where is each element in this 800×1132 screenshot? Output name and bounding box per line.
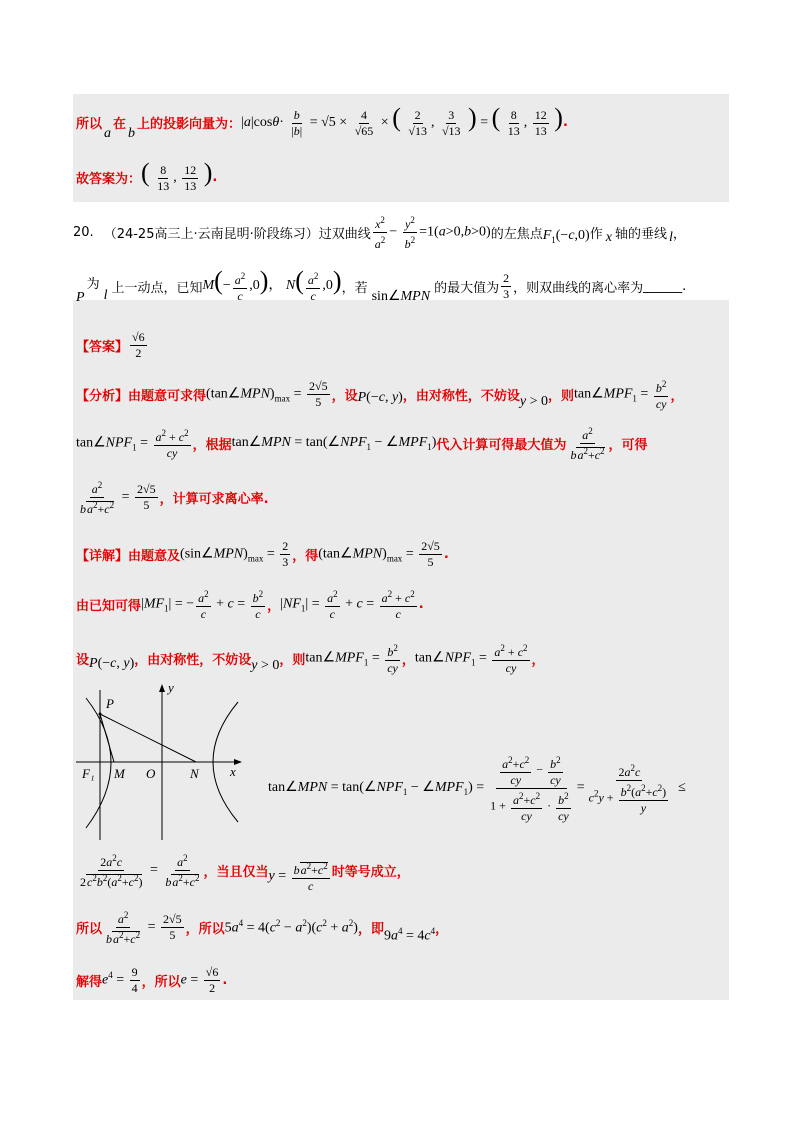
text: 过双曲线 — [318, 226, 371, 242]
text: ，计算可求离心率. — [159, 491, 269, 507]
text: 为 — [86, 276, 100, 292]
segment-pn — [100, 714, 196, 762]
analysis-line-3: $\frac{a^2}{ba^2+c^2}$ = $\frac{2√5}{5}$ ，计算可求离心率. — [80, 479, 269, 516]
detail-line-3: 设 P(−c, y) ，由对称性，不妨设 y > 0 ，则 $\tan\angle MPF_1$ = $\frac{b^2}{cy}$ ， $\tan\angle NPF_1$ = $\frac{a^2 + c^2}{cy}$ ， — [76, 642, 545, 675]
detail-therefore-line: 所以 $\frac{a^2}{ba^2+c^2}$ = $\frac{2√5}{5}$ ，所以 $5a^4 = 4(c^2 - a^2)(c^2 + a^2)$ ，即 $9a^4 = 4c^4$ ， — [76, 909, 449, 946]
analysis-label: 【分析】 — [76, 388, 129, 404]
projection-line: 所以 a 在 b 上的投影向量为： |a|cosθ· $\frac{b}{|b|}$ = √5 × $\frac{4}{√65}$ × ( $\frac{2}{√13}$ , $\frac{3}{√13}$ ) = ( $\frac{8}{13}$ , $\frac{12}{13}$ ) . — [76, 103, 568, 141]
formula: |a|cosθ· $\frac{b}{|b|}$ = √5 × $\frac{4}{√65}$ × ( $\frac{2}{√13}$ , $\frac{3}{√13}$ ) = ( $\frac{8}{13}$ , $\frac{12}{13}$ ) — [241, 103, 563, 138]
text: 代入计算可得最大值为 — [436, 437, 567, 453]
text: ， — [531, 652, 545, 668]
math: l — [103, 288, 108, 303]
detail-line-1: 【详解】 由题意及 $(\sin\angle MPN)_{max}$ = $\frac{2}{3}$ ，得 $(\tan\angle MPN)_{max}$ = $\frac{2√5}{5}$ . — [76, 538, 449, 569]
question-source: （24-25高三上·云南昆明·阶段练习） — [103, 226, 319, 242]
analysis-line-1: 【分析】 由题意可求得 $(\tan\angle MPN)_{max}$ = $\frac{2√5}{5}$ ，设 P(−c, y) ，由对称性，不妨设 y > 0 ，则 $\tan\angle MPF_1$ = $\frac{b^2}{cy}$ ， — [76, 378, 684, 411]
label-n: N — [190, 766, 199, 781]
text: ，由对称性，不妨设 — [134, 652, 252, 668]
text: ，由对称性，不妨设 — [402, 388, 520, 404]
text: ，则 — [547, 388, 574, 404]
text: 上一动点，已知 — [111, 280, 203, 296]
label-f1: F₁ — [82, 766, 95, 781]
math: b — [128, 126, 136, 141]
label-y: y — [168, 680, 174, 695]
label-m: M — [114, 766, 125, 781]
math: a — [104, 126, 112, 141]
math: l — [668, 230, 673, 245]
y-axis-arrow — [159, 684, 165, 692]
text: 由已知可得 — [76, 598, 142, 614]
text: ，根据 — [192, 437, 232, 453]
text: ，当且仅当 — [203, 864, 269, 880]
text: ， — [670, 388, 684, 404]
question-line-2: P 为 l 上一动点，已知 M(− $\frac{a^2}{c}$ ,0)， N( $\frac{a^2}{c}$ ,0) ，若 sin∠MPN 的最大值为 $\frac{2}{3}$ ，则双曲线的离心率为 ______. — [76, 266, 687, 305]
segment-pm — [100, 714, 114, 762]
text: 时等号成立， — [331, 864, 410, 880]
label-o: O — [146, 766, 156, 781]
text: 由题意及 — [128, 548, 181, 564]
text: 上的投影向量为： — [137, 116, 242, 132]
detail-label: 【详解】 — [76, 548, 129, 564]
text: ，可得 — [608, 437, 648, 453]
text: ， — [435, 921, 449, 937]
text: 由题意可求得 — [128, 388, 207, 404]
text: . — [418, 596, 424, 612]
text: 设 — [76, 652, 90, 668]
text: ，得 — [292, 548, 319, 564]
math: P — [76, 290, 85, 305]
text: 故答案为： — [76, 171, 142, 187]
formula: M(− $\frac{a^2}{c}$ ,0)， N( $\frac{a^2}{c}$ ,0) — [202, 266, 342, 303]
point-p — [99, 713, 102, 716]
text: 的最大值为 — [434, 280, 500, 296]
text: 轴的垂线 — [614, 226, 667, 242]
text: . — [222, 972, 228, 988]
text: ，所以 — [185, 921, 225, 937]
text: ，若 — [341, 280, 368, 296]
hyperbola-figure — [76, 680, 246, 845]
analysis-line-2: $\tan\angle NPF_1$ = $\frac{a^2 + c^2}{cy}$ ，根据 tan∠MPN = $\tan(\angle NPF_1$ − $\angle MPF_1$) 代入计算可得最大值为 $\frac{a^2}{ba^2+c^2}$ ，可得 — [76, 425, 648, 462]
formula: $\frac{x^2}{a^2}$ − $\frac{y^2}{b^2}$ =1(a>0,b>0) — [374, 214, 491, 251]
text: 的左焦点 — [490, 226, 543, 242]
formula: ( $\frac{8}{13}$ , $\frac{12}{13}$ ) — [141, 158, 213, 193]
detail-bound-line: $\frac{2a^2c}{2c^2b^2(a^2+c^2)}$ = $\frac{a^2}{ba^2+c^2}$ ，当且仅当 y = $\frac{ba^2+c^2}{c}$ 时等号成立， — [80, 852, 410, 893]
text: ， — [267, 598, 281, 614]
text: 所以 — [76, 116, 103, 132]
math: x — [605, 230, 612, 245]
label-x: x — [230, 764, 236, 779]
label-p: P — [106, 696, 114, 711]
text: ，设 — [331, 388, 358, 404]
text: ，则 — [279, 652, 306, 668]
detail-tan-expression: tan∠MPN = $\tan(\angle NPF_1$ − $\angle MPF_1$) = $\frac{a^2+c^2}{cy}$ − $\frac{b^2}{cy}$ 1 + $\frac{a^2+c^2}{cy}$ · $\frac{b^2}{cy}$ = $2a^2c$ $c^2y$ + $\frac{b^2(a^2+c^2)}{y}$ ≤ — [268, 754, 686, 823]
detail-line-2: 由已知可得 $|MF_1|$ = − $\frac{a^2}{c}$ + c = $\frac{b^2}{c}$ ， $|NF_1|$ = $\frac{a^2}{c}$ + c = $\frac{a^2 + c^2}{c}$ . — [76, 588, 424, 621]
text: ，则双曲线的离心率为 — [513, 280, 644, 296]
text: . — [443, 546, 449, 562]
text: ， — [401, 652, 415, 668]
answer-label: 【答案】 — [76, 339, 129, 355]
question-number: 20. — [73, 224, 94, 240]
leq: ≤ — [678, 780, 686, 795]
text: ，所以 — [141, 974, 181, 990]
answer-row: 【答案】 $\frac{√6}{2}$ — [76, 329, 145, 360]
text: 在 — [113, 116, 127, 132]
text: 解得 — [76, 974, 103, 990]
answer-line: 故答案为： ( $\frac{8}{13}$ , $\frac{12}{13}$ ) . — [76, 158, 218, 193]
blank: ______. — [643, 278, 687, 294]
text: ，即 — [357, 921, 384, 937]
text: 作 — [589, 226, 603, 242]
text: 所以 — [76, 921, 103, 937]
detail-final-line: 解得 $e^4$ = $\frac{9}{4}$ ，所以 e = $\frac{√6}{2}$ . — [76, 964, 228, 995]
question-line-1: 20. （24-25高三上·云南昆明·阶段练习） 过双曲线 $\frac{x^2}{a^2}$ − $\frac{y^2}{b^2}$ =1(a>0,b>0) 的左焦点 $F_1(-c,0)$ 作 x 轴的垂线 l ， — [73, 214, 686, 251]
